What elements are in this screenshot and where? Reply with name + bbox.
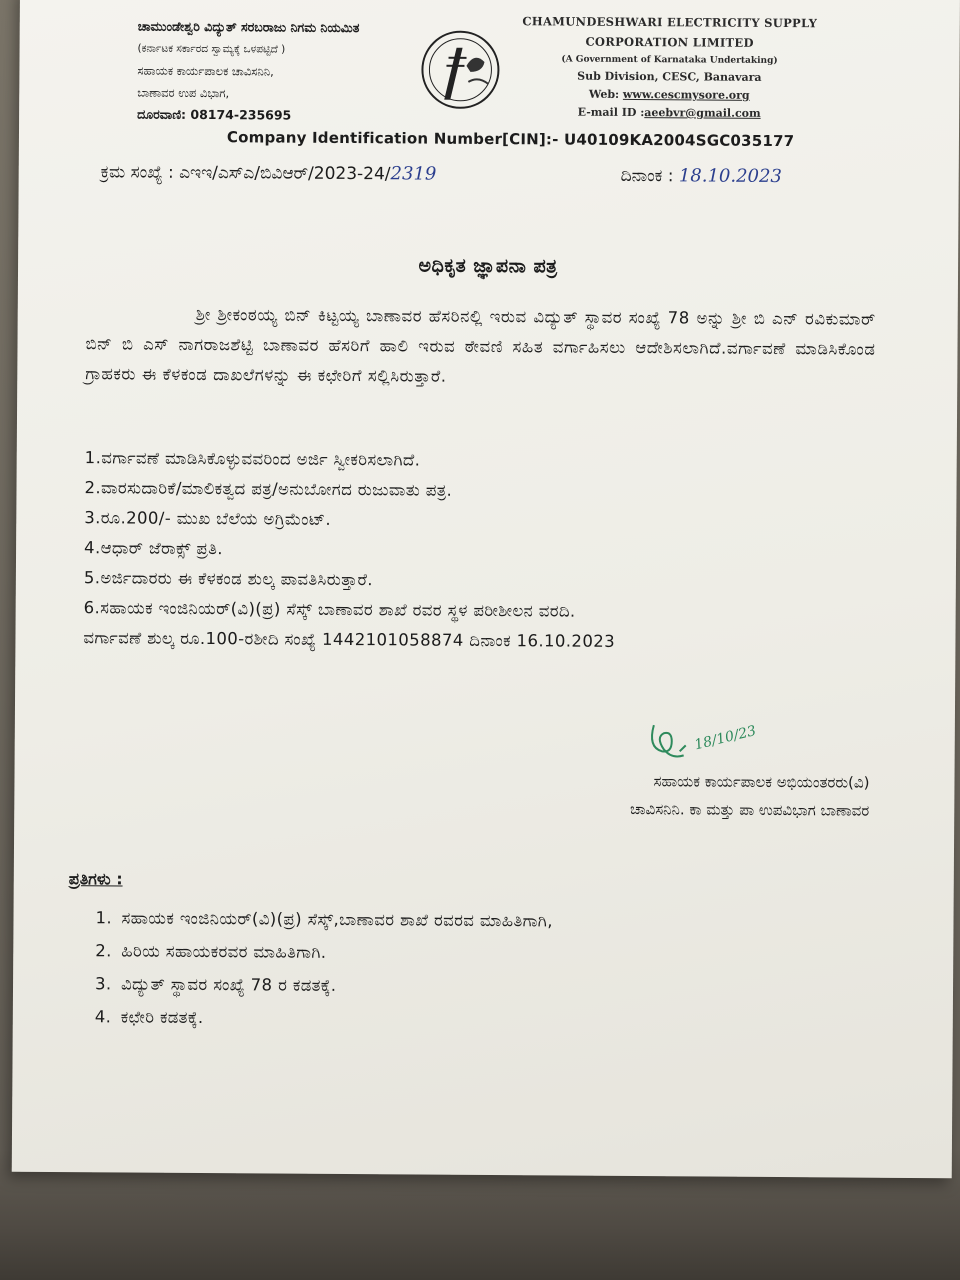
copy-number: 1. <box>95 908 113 928</box>
org-name-kannada: ಚಾಮುಂಡೇಶ್ವರಿ ವಿದ್ಯುತ್ ಸರಬರಾಜು ನಿಗಮ ನಿಯಮಿತ <box>137 18 360 36</box>
copy-text: ಸಹಾಯಕ ಇಂಜಿನಿಯರ್(ವಿ)(ಪ್ರ) ಸೆಸ್ಕ್,ಬಾಣಾವರ ಶಾಖೆ ರವರವ ಮಾಹಿತಿಗಾಗಿ, <box>121 908 553 931</box>
reference-line <box>101 161 901 188</box>
body-paragraph: ಶ್ರೀ ಶ್ರೀಕಂಠಯ್ಯ ಬಿನ್ ಕಿಟ್ಟಯ್ಯ ಬಾಣಾವರ ಹೆಸರಿನಲ್ಲಿ ಇರುವ ವಿದ್ಯುತ್ ಸ್ಥಾವರ ಸಂಖ್ಯೆ 78 ಅನ್ನು ಶ್ರೀ ಬಿ ಎನ್ ರವಿಕುಮಾರ್ ಬಿನ್ ಬಿ ಎಸ್ ನಾಗರಾಜಶೆಟ್ಟಿ ಬಾಣಾವರ ಹೆಸರಿಗೆ ಹಾಲಿ ಇರುವ ಠೇವಣಿ ಸಹಿತ ವರ್ಗಾಹಿಸಲು ಆದೇಶಿಸಲಾಗಿದೆ.ವರ್ಗಾವಣೆ ಮಾಡಿಸಿಕೊಂಡ ಗ್ರಾಹಕರು ಈ ಕೆಳಕಂಡ ದಾಖಲೆಗಳನ್ನು ಈ ಕಛೇರಿಗೆ ಸಲ್ಲಿಸಿರುತ್ತಾರೆ. <box>85 304 876 386</box>
copies-list <box>95 901 876 1038</box>
signature-date: 18/10/23 <box>692 723 758 754</box>
website-label: Web: <box>588 87 623 101</box>
reference-number-handwritten: 2319 <box>390 163 437 185</box>
copy-text: ವಿದ್ಯುತ್ ಸ್ಥಾವರ ಸಂಖ್ಯೆ 78 ರ ಕಡತಕ್ಕೆ. <box>120 974 337 995</box>
date-label: ದಿನಾಂಕ : <box>620 165 674 187</box>
website-line <box>519 87 819 102</box>
copies-heading: ಪ್ರತಿಗಳು : <box>68 869 123 889</box>
company-cin: Company Identification Number[CIN]:- U40109KA2004SGC035177 <box>226 128 795 151</box>
designation-block <box>469 766 869 825</box>
govt-undertaking: (A Government of Karnataka Undertaking) <box>561 54 778 67</box>
list-item: 4.ಆಧಾರ್ ಜೆರಾಕ್ಸ್ ಪ್ರತಿ. <box>84 538 224 559</box>
list-item: 6.ಸಹಾಯಕ ಇಂಜಿನಿಯರ್(ವಿ)(ಪ್ರ) ಸೆಸ್ಕ್ ಬಾಣಾವರ ಶಾಖೆ ರವರ ಸ್ಥಳ ಪರೀಶೀಲನ ವರದಿ. <box>83 598 576 621</box>
copy-text: ಕಛೇರಿ ಕಡತಕ್ಕೆ. <box>120 1007 204 1028</box>
sub-division: Sub Division, CESC, Banavara <box>577 69 762 84</box>
email-line <box>519 105 819 120</box>
list-item: 2.ವಾರಸುದಾರಿಕೆ/ಮಾಲಿಕತ್ವದ ಪತ್ರ/ಅನುಬೋಗದ ರುಜುವಾತು ಪತ್ರ. <box>84 478 453 500</box>
date-handwritten: 18.10.2023 <box>678 165 782 188</box>
fee-line: ವರ್ಗಾವಣೆ ಶುಲ್ಕ ರೂ.100-ರಶೀದಿ ಸಂಖ್ಯೆ 1442101058874 ದಿನಾಂಕ 16.10.2023 <box>83 628 616 651</box>
subdivision-kannada: ಬಾಣಾವರ ಉಪ ವಿಭಾಗ, <box>137 85 230 101</box>
company-name-line2: CORPORATION LIMITED <box>585 34 754 50</box>
reference-number-label: ಕ್ರಮ ಸಂಖ್ಯೆ : ಎಇಇ/ಎಸ್ಎ/ಬಿವಿಆರ್/2023-24/ <box>100 162 391 185</box>
letterhead-right <box>519 14 820 120</box>
list-item: 5.ಅರ್ಜಿದಾರರು ಈ ಕೆಳಕಂಡ ಶುಲ್ಕ ಪಾವತಿಸಿರುತ್ತಾರೆ. <box>83 568 374 590</box>
designation-title: ಸಹಾಯಕ ಕಾರ್ಯಪಾಲಕ ಅಭಿಯಂತರರು(ವಿ) <box>653 772 870 792</box>
copy-item <box>95 967 875 1005</box>
list-item: 3.ರೂ.200/- ಮುಖ ಬೆಲೆಯ ಅಗ್ರಿಮೆಂಟ್. <box>84 508 332 529</box>
letter-page <box>12 0 960 1178</box>
email-label: E-mail ID : <box>577 105 645 120</box>
copy-text: ಹಿರಿಯ ಸಹಾಯಕರವರ ಮಾಹಿತಿಗಾಗಿ. <box>121 941 327 962</box>
company-name-line1: CHAMUNDESHWARI ELECTRICITY SUPPLY <box>522 14 818 31</box>
copy-item <box>95 901 875 939</box>
copy-item <box>95 934 875 972</box>
govt-undertaking-kannada: (ಕರ್ನಾಟಕ ಸರ್ಕಾರದ ಸ್ವಾಮ್ಯಕ್ಕೆ ಒಳಪಟ್ಟಿದೆ ) <box>137 42 286 56</box>
cesc-logo <box>404 25 517 122</box>
list-item: 1.ವರ್ಗಾವಣೆ ಮಾಡಿಸಿಕೊಳ್ಳುವವರಿಂದ ಅರ್ಜಿ ಸ್ವೀಕರಿಸಲಾಗಿದೆ. <box>84 448 421 470</box>
designation-office: ಚಾವಿಸನಿನಿ. ಕಾ ಮತ್ತು ಪಾ ಉಪವಿಭಾಗ ಬಾಣಾವರ <box>629 799 870 820</box>
copy-number: 4. <box>94 1007 112 1027</box>
email-link[interactable]: aeebvr@gmail.com <box>644 106 761 120</box>
office-name-kannada: ಸಹಾಯಕ ಕಾರ್ಯಪಾಲಕ ಚಾವಿಸನಿನಿ, <box>137 63 274 79</box>
document-list <box>83 443 884 659</box>
date-block <box>621 165 782 187</box>
document-heading: ಅಧಿಕೃತ ಜ್ಞಾಪನಾ ಪತ್ರ <box>418 254 558 278</box>
office-phone: ದೂರವಾಣಿ: 08174-235695 <box>137 106 292 123</box>
copy-number: 3. <box>94 974 112 994</box>
website-link[interactable]: www.cescmysore.org <box>622 87 750 102</box>
copy-number: 2. <box>95 941 112 961</box>
copy-item <box>95 1000 875 1038</box>
